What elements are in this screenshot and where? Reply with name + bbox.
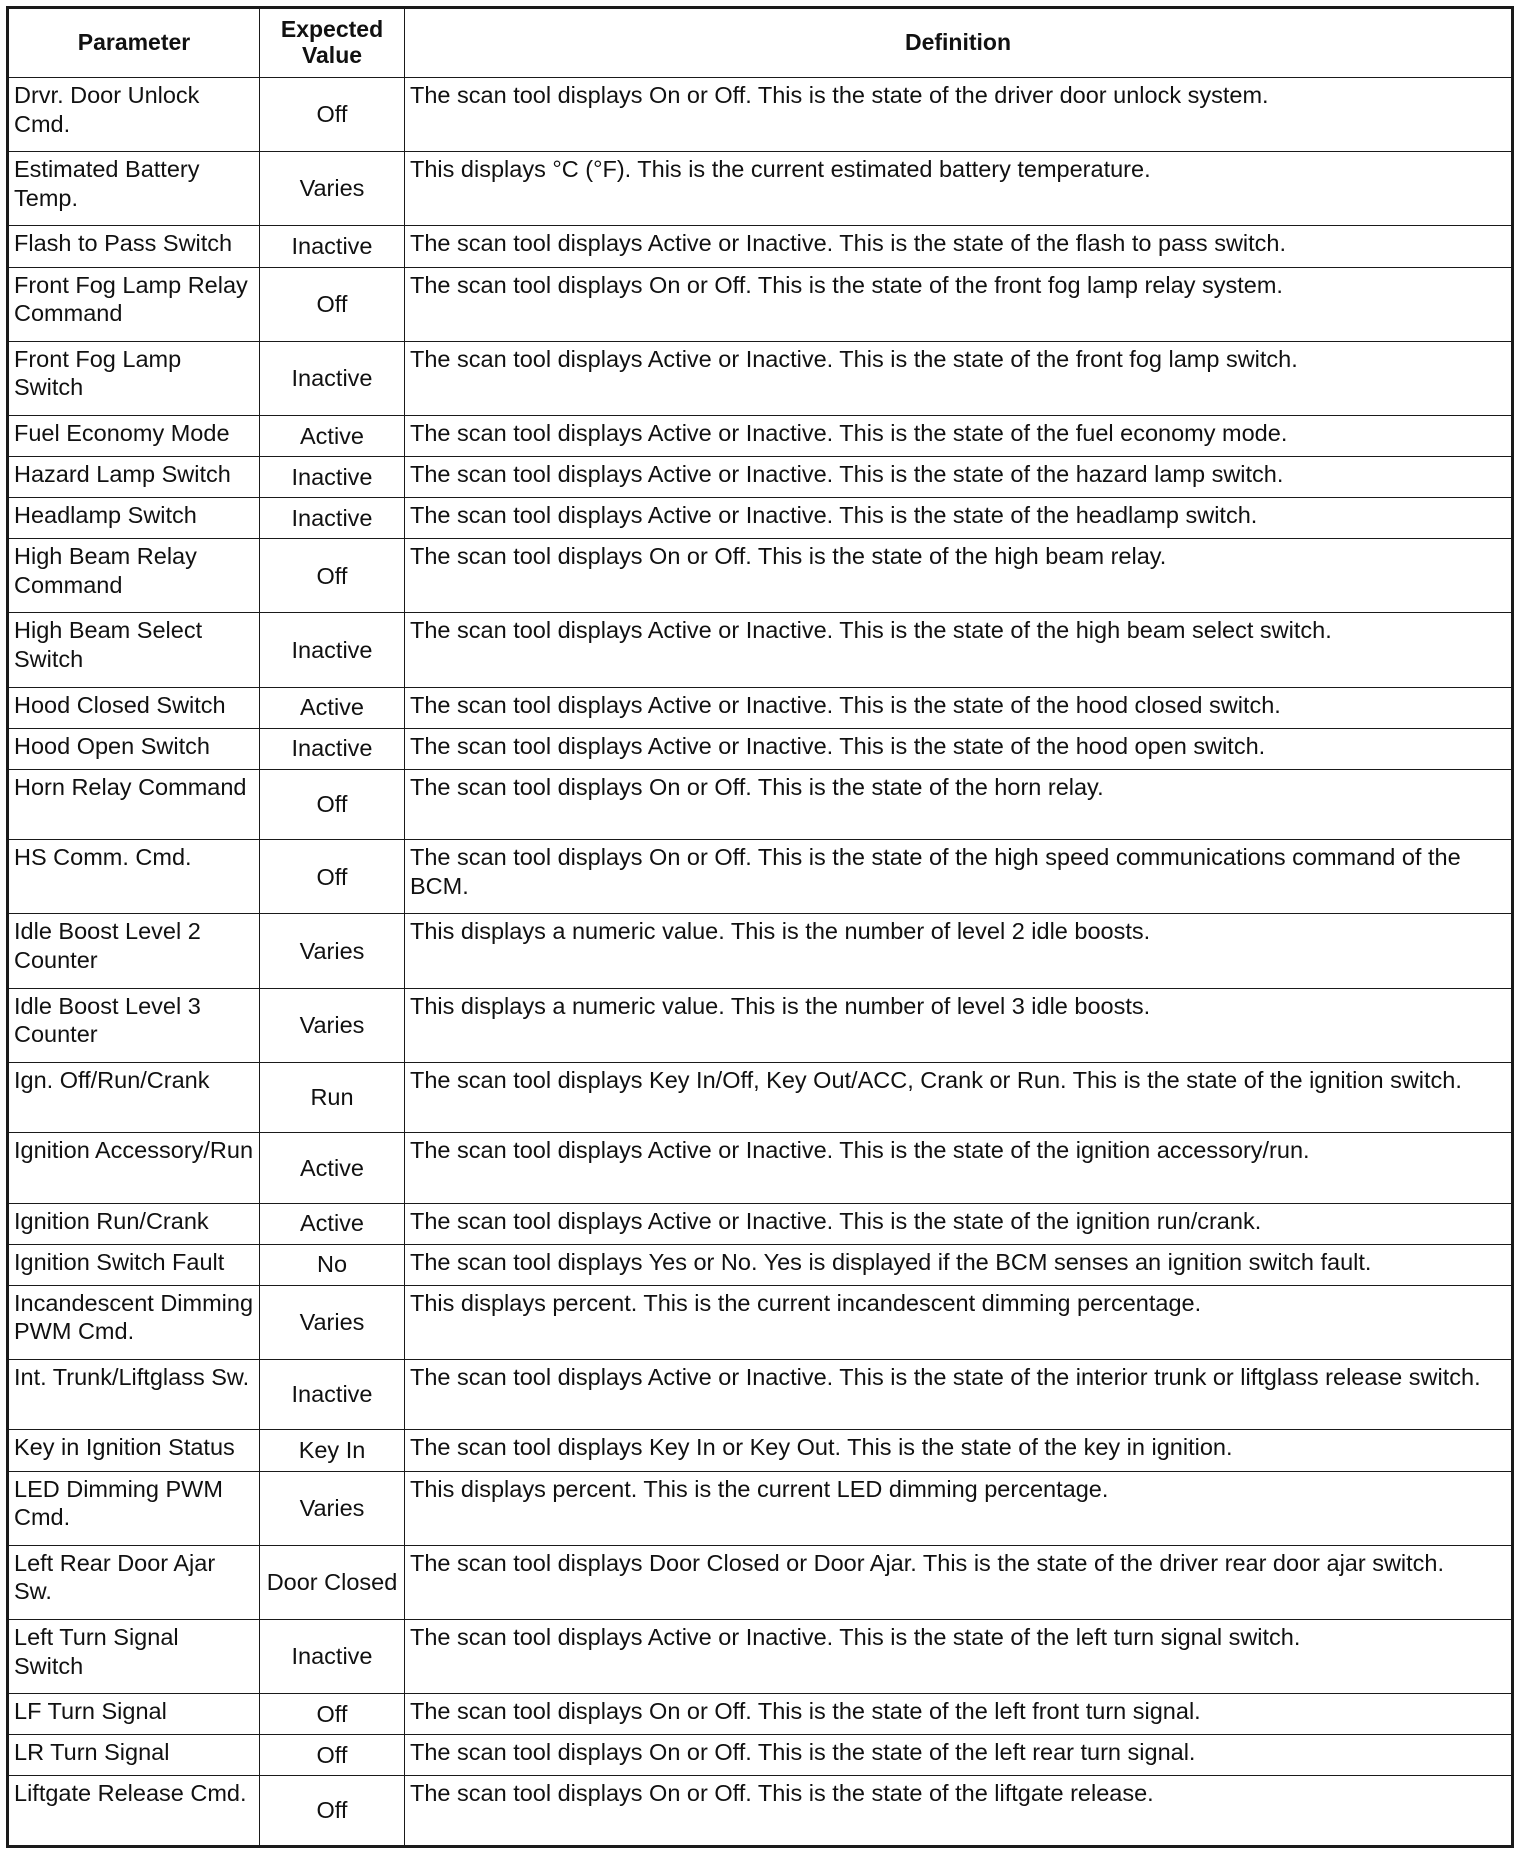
parameter-cell: Drvr. Door Unlock Cmd. xyxy=(8,78,260,152)
table-row xyxy=(8,341,1513,415)
table-row xyxy=(8,1203,1513,1244)
table-row xyxy=(8,914,1513,988)
definition-cell: The scan tool displays Active or Inactive. This is the state of the ignition accessory/run. xyxy=(405,1133,1513,1203)
definition-cell: The scan tool displays Active or Inactive. This is the state of the flash to pass switch. xyxy=(405,226,1513,267)
table-row xyxy=(8,1619,1513,1693)
definition-cell: The scan tool displays Active or Inactive. This is the state of the left turn signal switch. xyxy=(405,1619,1513,1693)
expected-value-cell: Inactive xyxy=(260,1619,405,1693)
expected-value-cell: Inactive xyxy=(260,498,405,539)
table-row xyxy=(8,1430,1513,1471)
parameter-cell: Front Fog Lamp Relay Command xyxy=(8,267,260,341)
definition-cell: The scan tool displays On or Off. This is the state of the driver door unlock system. xyxy=(405,78,1513,152)
definition-cell: The scan tool displays Active or Inactive. This is the state of the hood open switch. xyxy=(405,728,1513,769)
table-row xyxy=(8,1776,1513,1847)
parameter-cell: Flash to Pass Switch xyxy=(8,226,260,267)
expected-value-cell: Run xyxy=(260,1062,405,1132)
parameter-cell: Ignition Switch Fault xyxy=(8,1244,260,1285)
parameter-cell: Left Turn Signal Switch xyxy=(8,1619,260,1693)
expected-value-cell: Inactive xyxy=(260,728,405,769)
parameter-cell: Ign. Off/Run/Crank xyxy=(8,1062,260,1132)
table-row xyxy=(8,1133,1513,1203)
table-row xyxy=(8,728,1513,769)
definition-cell: The scan tool displays Active or Inactive. This is the state of the ignition run/crank. xyxy=(405,1203,1513,1244)
header-row xyxy=(8,8,1513,78)
parameter-cell: High Beam Relay Command xyxy=(8,539,260,613)
definition-cell: This displays °C (°F). This is the current estimated battery temperature. xyxy=(405,152,1513,226)
parameter-cell: Idle Boost Level 3 Counter xyxy=(8,988,260,1062)
table-row xyxy=(8,840,1513,914)
table-row xyxy=(8,226,1513,267)
table-row xyxy=(8,1471,1513,1545)
definition-cell: The scan tool displays Door Closed or Door Ajar. This is the state of the driver rear door ajar switch. xyxy=(405,1545,1513,1619)
parameter-cell: Front Fog Lamp Switch xyxy=(8,341,260,415)
definition-cell: This displays a numeric value. This is the number of level 3 idle boosts. xyxy=(405,988,1513,1062)
expected-value-cell: Off xyxy=(260,267,405,341)
table-row xyxy=(8,1545,1513,1619)
definition-cell: The scan tool displays On or Off. This is the state of the liftgate release. xyxy=(405,1776,1513,1847)
parameter-cell: Liftgate Release Cmd. xyxy=(8,1776,260,1847)
definition-cell: The scan tool displays On or Off. This is the state of the left rear turn signal. xyxy=(405,1735,1513,1776)
parameter-cell: Ignition Run/Crank xyxy=(8,1203,260,1244)
table-row xyxy=(8,988,1513,1062)
parameter-cell: Hood Closed Switch xyxy=(8,687,260,728)
parameter-cell: LED Dimming PWM Cmd. xyxy=(8,1471,260,1545)
definition-cell: The scan tool displays Active or Inactive. This is the state of the headlamp switch. xyxy=(405,498,1513,539)
expected-value-cell: Active xyxy=(260,1203,405,1244)
definition-cell: The scan tool displays On or Off. This is the state of the high speed communications command of the BCM. xyxy=(405,840,1513,914)
definition-cell: The scan tool displays On or Off. This is the state of the high beam relay. xyxy=(405,539,1513,613)
definition-cell: The scan tool displays On or Off. This is the state of the front fog lamp relay system. xyxy=(405,267,1513,341)
parameter-cell: Key in Ignition Status xyxy=(8,1430,260,1471)
parameter-cell: Estimated Battery Temp. xyxy=(8,152,260,226)
definition-cell: This displays percent. This is the current incandescent dimming percentage. xyxy=(405,1285,1513,1359)
expected-value-cell: Off xyxy=(260,1776,405,1847)
table-row xyxy=(8,1735,1513,1776)
table-row xyxy=(8,1694,1513,1735)
table-row xyxy=(8,1062,1513,1132)
expected-value-cell: No xyxy=(260,1244,405,1285)
table-row xyxy=(8,152,1513,226)
parameter-cell: Hazard Lamp Switch xyxy=(8,457,260,498)
expected-value-cell: Key In xyxy=(260,1430,405,1471)
table-row xyxy=(8,498,1513,539)
parameter-table xyxy=(6,6,1514,1848)
table-row xyxy=(8,613,1513,687)
expected-value-cell: Inactive xyxy=(260,613,405,687)
table-row xyxy=(8,1360,1513,1430)
definition-cell: The scan tool displays Active or Inactive. This is the state of the high beam select switch. xyxy=(405,613,1513,687)
expected-value-cell: Inactive xyxy=(260,226,405,267)
expected-value-cell: Varies xyxy=(260,914,405,988)
parameter-cell: LR Turn Signal xyxy=(8,1735,260,1776)
header-definition: Definition xyxy=(405,8,1513,78)
parameter-cell: Idle Boost Level 2 Counter xyxy=(8,914,260,988)
parameter-cell: Headlamp Switch xyxy=(8,498,260,539)
table-row xyxy=(8,1244,1513,1285)
definition-cell: The scan tool displays Yes or No. Yes is displayed if the BCM senses an ignition switch fault. xyxy=(405,1244,1513,1285)
parameter-cell: Hood Open Switch xyxy=(8,728,260,769)
expected-value-cell: Inactive xyxy=(260,457,405,498)
parameter-cell: Int. Trunk/Liftglass Sw. xyxy=(8,1360,260,1430)
parameter-cell: High Beam Select Switch xyxy=(8,613,260,687)
definition-cell: This displays percent. This is the current LED dimming percentage. xyxy=(405,1471,1513,1545)
parameter-cell: Fuel Economy Mode xyxy=(8,415,260,456)
expected-value-cell: Door Closed xyxy=(260,1545,405,1619)
parameter-cell: HS Comm. Cmd. xyxy=(8,840,260,914)
definition-cell: The scan tool displays Active or Inactive. This is the state of the fuel economy mode. xyxy=(405,415,1513,456)
parameter-cell: Ignition Accessory/Run xyxy=(8,1133,260,1203)
table-row xyxy=(8,457,1513,498)
expected-value-cell: Off xyxy=(260,78,405,152)
parameter-table-container xyxy=(6,6,1514,1848)
table-row xyxy=(8,769,1513,839)
expected-value-cell: Active xyxy=(260,1133,405,1203)
definition-cell: The scan tool displays Key In or Key Out. This is the state of the key in ignition. xyxy=(405,1430,1513,1471)
expected-value-cell: Off xyxy=(260,1694,405,1735)
definition-cell: The scan tool displays Active or Inactive. This is the state of the front fog lamp switch. xyxy=(405,341,1513,415)
table-row xyxy=(8,78,1513,152)
parameter-cell: Horn Relay Command xyxy=(8,769,260,839)
definition-cell: The scan tool displays Key In/Off, Key Out/ACC, Crank or Run. This is the state of the ignition switch. xyxy=(405,1062,1513,1132)
table-row xyxy=(8,1285,1513,1359)
parameter-cell: LF Turn Signal xyxy=(8,1694,260,1735)
definition-cell: The scan tool displays On or Off. This is the state of the horn relay. xyxy=(405,769,1513,839)
header-expected-value: Expected Value xyxy=(260,8,405,78)
definition-cell: The scan tool displays Active or Inactive. This is the state of the interior trunk or liftglass release switch. xyxy=(405,1360,1513,1430)
expected-value-cell: Active xyxy=(260,415,405,456)
expected-value-cell: Off xyxy=(260,1735,405,1776)
table-row xyxy=(8,415,1513,456)
expected-value-cell: Active xyxy=(260,687,405,728)
expected-value-cell: Off xyxy=(260,769,405,839)
definition-cell: This displays a numeric value. This is the number of level 2 idle boosts. xyxy=(405,914,1513,988)
expected-value-cell: Inactive xyxy=(260,341,405,415)
expected-value-cell: Inactive xyxy=(260,1360,405,1430)
header-parameter: Parameter xyxy=(8,8,260,78)
expected-value-cell: Varies xyxy=(260,152,405,226)
table-row xyxy=(8,539,1513,613)
parameter-cell: Incandescent Dimming PWM Cmd. xyxy=(8,1285,260,1359)
expected-value-cell: Varies xyxy=(260,988,405,1062)
expected-value-cell: Off xyxy=(260,539,405,613)
definition-cell: The scan tool displays Active or Inactive. This is the state of the hood closed switch. xyxy=(405,687,1513,728)
expected-value-cell: Varies xyxy=(260,1471,405,1545)
table-row xyxy=(8,687,1513,728)
expected-value-cell: Off xyxy=(260,840,405,914)
table-row xyxy=(8,267,1513,341)
parameter-cell: Left Rear Door Ajar Sw. xyxy=(8,1545,260,1619)
expected-value-cell: Varies xyxy=(260,1285,405,1359)
definition-cell: The scan tool displays On or Off. This is the state of the left front turn signal. xyxy=(405,1694,1513,1735)
definition-cell: The scan tool displays Active or Inactive. This is the state of the hazard lamp switch. xyxy=(405,457,1513,498)
